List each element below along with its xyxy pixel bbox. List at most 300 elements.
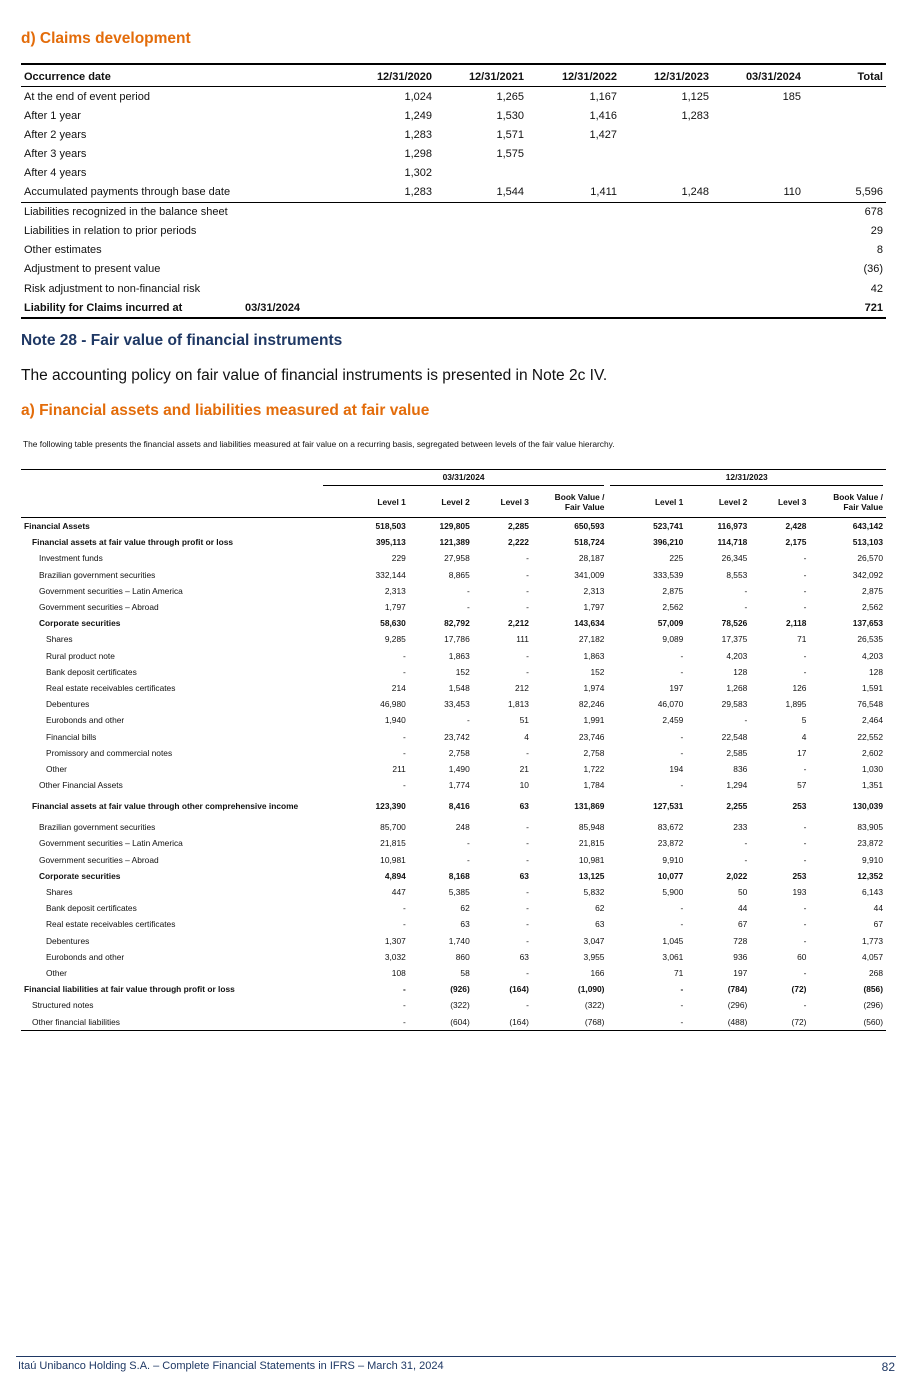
- fv-row: [21, 1013, 886, 1030]
- fv-cell: 44: [873, 903, 883, 914]
- fv-cell: 253: [792, 870, 807, 881]
- fv-row-label: Debentures: [46, 699, 90, 710]
- fv-cell: 1,268: [726, 682, 748, 693]
- claims-row: [21, 125, 886, 144]
- fv-cell: 5,900: [662, 887, 684, 898]
- fv-cell: -: [680, 731, 684, 742]
- fv-cell: -: [402, 650, 406, 661]
- fv-row: [21, 567, 886, 583]
- fv-cell: -: [402, 919, 406, 930]
- fv-cell: (1,090): [577, 984, 605, 995]
- fv-cell: 214: [391, 682, 406, 693]
- fv-cell: 71: [674, 967, 684, 978]
- fv-cell: 1,863: [448, 650, 470, 661]
- fv-cell: -: [803, 650, 807, 661]
- fv-cell: 2,602: [862, 747, 883, 758]
- fv-col-book-value: Book Value / Fair Value: [833, 492, 883, 512]
- fv-col-level1: Level 1: [654, 497, 684, 507]
- fv-row-label: Brazilian government securities: [39, 569, 156, 580]
- claims-cell: 1,248: [681, 186, 709, 199]
- fv-cell: 4,894: [384, 870, 406, 881]
- claims-cell: [435, 163, 527, 182]
- fv-cell: 57,009: [657, 618, 684, 629]
- claims-row: [21, 183, 886, 203]
- fv-cell: 82,246: [578, 699, 605, 710]
- fv-cell: 5: [801, 715, 807, 726]
- claims-summary-label: Other estimates: [24, 244, 102, 257]
- fv-cell: 9,910: [662, 854, 684, 865]
- fv-cell: 4,203: [862, 650, 883, 661]
- fv-cell: (296): [863, 1000, 883, 1011]
- fv-period-label: 03/31/2024: [323, 472, 605, 486]
- fv-cell: -: [680, 919, 684, 930]
- fv-cell: -: [803, 1000, 807, 1011]
- fv-cell: 128: [733, 666, 748, 677]
- fv-cell: 116,973: [717, 521, 748, 532]
- fv-cell: -: [803, 602, 807, 613]
- fv-cell: 58: [460, 967, 470, 978]
- claims-summary-row: [21, 222, 886, 241]
- fv-cell: 1,307: [384, 935, 406, 946]
- fv-cell: 268: [869, 967, 883, 978]
- claims-cell: [712, 144, 804, 163]
- fv-cell: 197: [733, 967, 748, 978]
- claims-cell: [620, 163, 712, 182]
- fv-row: [21, 550, 886, 566]
- fv-cell: (72): [791, 1016, 807, 1027]
- claims-cell: [804, 163, 886, 182]
- claims-header-cell: 12/31/2023: [653, 70, 709, 83]
- fv-cell: -: [402, 666, 406, 677]
- fv-cell: 166: [590, 967, 605, 978]
- fv-cell: 1,045: [662, 935, 684, 946]
- claims-summary-label: Liabilities in relation to prior periods: [24, 225, 197, 238]
- fv-row: [21, 631, 886, 647]
- fv-cell: 51: [519, 715, 529, 726]
- fv-cell: 212: [514, 682, 529, 693]
- fv-cell: 63: [519, 951, 529, 962]
- fv-cell: 332,144: [375, 569, 406, 580]
- fv-cell: 5,832: [583, 887, 605, 898]
- fv-cell: 1,895: [785, 699, 807, 710]
- fv-cell: 5,385: [448, 887, 470, 898]
- fv-cell: -: [526, 838, 529, 849]
- claims-cell: 1,427: [589, 128, 617, 141]
- fv-cell: 82,792: [444, 618, 470, 629]
- fv-row: [21, 981, 886, 997]
- claims-summary-total: 42: [870, 282, 883, 295]
- fv-cell: 10,981: [578, 854, 605, 865]
- fv-cell: 2,875: [662, 585, 684, 596]
- fv-cell: 123,390: [375, 801, 406, 812]
- claims-cell: 1,575: [496, 147, 524, 160]
- claims-row: [21, 87, 886, 107]
- fv-cell: -: [803, 585, 807, 596]
- fv-cell: (296): [727, 1000, 748, 1011]
- fv-cell: 3,955: [583, 951, 605, 962]
- fv-cell: -: [402, 984, 406, 995]
- claims-cell: [804, 125, 886, 144]
- fv-cell: 9,910: [862, 854, 883, 865]
- fv-cell: 114,718: [717, 537, 748, 548]
- fv-cell: 1,490: [448, 763, 470, 774]
- page-number: 82: [881, 1360, 895, 1374]
- fv-row: [21, 745, 886, 761]
- fv-cell: -: [526, 553, 529, 564]
- claims-cell: 1,411: [590, 186, 617, 199]
- claims-summary-total: 8: [876, 244, 883, 257]
- fv-cell: -: [526, 569, 529, 580]
- fv-cell: (784): [727, 984, 748, 995]
- fv-row-label: Other Financial Assets: [39, 780, 123, 791]
- claims-row-label: Accumulated payments through base date: [24, 186, 231, 199]
- fv-row: [21, 761, 886, 777]
- fv-cell: 3,061: [662, 951, 684, 962]
- fv-cell: 342,092: [852, 569, 883, 580]
- fv-cell: 57: [797, 780, 807, 791]
- claims-row: [21, 106, 886, 125]
- fv-cell: 10: [519, 780, 529, 791]
- fv-row: [21, 868, 886, 884]
- fv-cell: 28,187: [578, 553, 605, 564]
- fv-row: [21, 852, 886, 868]
- fv-cell: 2,118: [785, 618, 807, 629]
- claims-cell: [804, 106, 886, 125]
- fv-row-label: Structured notes: [32, 1000, 94, 1011]
- fv-cell: -: [402, 747, 406, 758]
- fv-cell: -: [803, 666, 807, 677]
- fv-cell: 1,773: [862, 935, 883, 946]
- fv-row-label: Other: [46, 967, 67, 978]
- fv-row: [21, 664, 886, 680]
- fv-row-label: Rural product note: [46, 650, 115, 661]
- fv-cell: 8,865: [448, 569, 470, 580]
- fv-row-label: Corporate securities: [39, 870, 121, 881]
- fv-cell: -: [680, 666, 684, 677]
- fv-cell: -: [744, 715, 748, 726]
- fv-cell: 76,548: [857, 699, 883, 710]
- fv-intro-text: The following table presents the financial assets and liabilities measured at fair value on a recurring basis, segregated between levels of the fair value hierarchy.: [23, 439, 615, 449]
- fv-cell: 2,022: [726, 870, 748, 881]
- fv-cell: 21: [519, 763, 529, 774]
- fv-cell: 229: [391, 553, 406, 564]
- claims-cell: 1,302: [404, 167, 432, 180]
- fv-cell: 127,531: [653, 801, 684, 812]
- fv-cell: 6,143: [862, 887, 883, 898]
- fv-cell: 26,535: [857, 634, 883, 645]
- fv-cell: 27,958: [444, 553, 470, 564]
- fv-cell: -: [526, 919, 529, 930]
- fv-cell: 3,032: [384, 951, 406, 962]
- fv-cell: 50: [737, 887, 748, 898]
- fv-row: [21, 819, 886, 835]
- fv-cell: 2,758: [583, 747, 605, 758]
- fair-value-table: [21, 469, 886, 1031]
- claims-summary-row: [21, 279, 886, 298]
- fv-cell: 21,815: [380, 838, 406, 849]
- fv-cell: 83,672: [657, 822, 684, 833]
- fv-cell: 2,562: [662, 602, 684, 613]
- fv-cell: 936: [733, 951, 748, 962]
- fv-section-title: a) Financial assets and liabilities measured at fair value: [21, 402, 430, 419]
- fv-cell: 2,459: [662, 715, 684, 726]
- fv-row: [21, 916, 886, 932]
- fv-cell: -: [402, 1016, 406, 1027]
- claims-header-row: [21, 64, 886, 87]
- fv-cell: 26,570: [857, 553, 883, 564]
- claims-summary-row: [21, 241, 886, 260]
- fv-row-label: Government securities – Latin America: [39, 838, 183, 849]
- fv-cell: 2,255: [726, 801, 748, 812]
- fv-cell: (856): [863, 984, 883, 995]
- fv-cell: 1,740: [448, 935, 470, 946]
- footer-divider: [16, 1356, 896, 1357]
- claims-table-body: [21, 87, 886, 319]
- claims-final-text: Liability for Claims incurred at: [24, 301, 183, 314]
- fv-cell: -: [466, 838, 470, 849]
- fv-row-label: Investment funds: [39, 553, 103, 564]
- fv-cell: 17: [797, 747, 807, 758]
- fv-col-level2: Level 2: [718, 497, 748, 507]
- fv-cell: -: [744, 854, 748, 865]
- fv-column-header-row: [21, 487, 886, 518]
- fv-cell: -: [744, 602, 748, 613]
- fv-cell: -: [402, 1000, 406, 1011]
- fv-cell: 22,552: [857, 731, 883, 742]
- fv-cell: 194: [669, 763, 684, 774]
- fv-row-label: Brazilian government securities: [39, 822, 156, 833]
- fv-row-label: Real estate receivables certificates: [46, 919, 176, 930]
- fv-row: [21, 933, 886, 949]
- claims-cell: 1,530: [496, 109, 524, 122]
- fv-cell: 1,974: [583, 682, 605, 693]
- fv-cell: (322): [584, 1000, 605, 1011]
- fv-cell: 2,212: [507, 618, 529, 629]
- fv-cell: 9,089: [662, 634, 684, 645]
- fv-cell: 63: [460, 919, 470, 930]
- fv-cell: -: [680, 650, 684, 661]
- claims-final-total: 721: [864, 301, 883, 314]
- fv-cell: -: [526, 887, 529, 898]
- fv-row: [21, 648, 886, 664]
- fv-cell: -: [526, 935, 529, 946]
- fv-cell: -: [526, 822, 529, 833]
- fv-cell: 13,125: [578, 870, 605, 881]
- fv-cell: -: [803, 919, 807, 930]
- fv-cell: -: [402, 903, 406, 914]
- claims-final-date: 03/31/2024: [245, 301, 301, 314]
- fv-cell: -: [526, 967, 529, 978]
- claims-section-title: d) Claims development: [21, 30, 191, 47]
- fv-cell: -: [680, 1000, 684, 1011]
- fv-cell: -: [526, 602, 529, 613]
- fv-cell: 2,464: [862, 715, 883, 726]
- fv-cell: 1,813: [507, 699, 529, 710]
- fv-cell: 4,057: [862, 951, 883, 962]
- claims-row-label: After 2 years: [24, 128, 87, 141]
- fv-row-label: Promissory and commercial notes: [46, 747, 173, 758]
- fv-cell: 8,553: [726, 569, 748, 580]
- fv-cell: 447: [391, 887, 406, 898]
- fv-cell: 1,940: [384, 715, 406, 726]
- fv-cell: 33,453: [444, 699, 470, 710]
- fv-cell: -: [526, 747, 529, 758]
- fv-cell: 1,797: [384, 602, 406, 613]
- fv-row: [21, 680, 886, 696]
- fv-cell: 193: [792, 887, 807, 898]
- claims-header-cell: 12/31/2021: [468, 70, 524, 83]
- fv-cell: -: [803, 763, 807, 774]
- fv-row: [21, 965, 886, 981]
- fv-cell: 26,345: [721, 553, 748, 564]
- fv-row-label: Real estate receivables certificates: [46, 682, 176, 693]
- fv-cell: 23,872: [657, 838, 684, 849]
- fv-cell: 152: [590, 666, 605, 677]
- fv-cell: 2,875: [862, 585, 883, 596]
- fv-cell: 1,991: [583, 715, 605, 726]
- fv-cell: 121,389: [439, 537, 470, 548]
- fv-cell: 2,313: [583, 585, 605, 596]
- fv-row-label: Financial liabilities at fair value through profit or loss: [24, 984, 235, 995]
- fv-row-label: Bank deposit certificates: [46, 903, 137, 914]
- claims-cell: 185: [782, 90, 801, 103]
- fv-row-label: Debentures: [46, 935, 90, 946]
- fv-cell: 333,539: [653, 569, 684, 580]
- fv-cell: -: [744, 838, 748, 849]
- fv-cell: (488): [727, 1016, 748, 1027]
- fv-cell: -: [466, 715, 470, 726]
- fv-cell: 44: [737, 903, 748, 914]
- fv-cell: 108: [391, 967, 406, 978]
- fv-cell: 12,352: [857, 870, 883, 881]
- fv-cell: 1,548: [448, 682, 470, 693]
- fv-cell: (72): [791, 984, 807, 995]
- fv-cell: 22,548: [721, 731, 748, 742]
- fv-cell: -: [466, 602, 470, 613]
- fv-row-label: Shares: [46, 634, 73, 645]
- fv-period-label: 12/31/2023: [610, 472, 883, 486]
- fv-cell: 8,168: [448, 870, 470, 881]
- fv-cell: (604): [450, 1016, 470, 1027]
- note-text: The accounting policy on fair value of financial instruments is presented in Note 2c IV.: [21, 367, 608, 384]
- claims-cell: [620, 144, 712, 163]
- claims-header-cell: 12/31/2020: [376, 70, 432, 83]
- fv-cell: 248: [455, 822, 470, 833]
- fv-cell: -: [526, 585, 529, 596]
- fv-cell: 523,741: [653, 521, 684, 532]
- fv-row: [21, 949, 886, 965]
- fv-cell: 131,869: [574, 801, 605, 812]
- fv-cell: 17,786: [444, 634, 470, 645]
- fv-row: [21, 835, 886, 851]
- fv-cell: -: [526, 666, 529, 677]
- fv-cell: -: [803, 838, 807, 849]
- fv-cell: 2,313: [384, 585, 406, 596]
- fv-cell: -: [803, 822, 807, 833]
- fv-cell: 60: [797, 951, 807, 962]
- fv-cell: -: [526, 650, 529, 661]
- claims-cell: 1,125: [681, 90, 709, 103]
- fv-row-label: Government securities – Abroad: [39, 602, 159, 613]
- claims-cell: [712, 163, 804, 182]
- fv-cell: 9,285: [384, 634, 406, 645]
- fv-cell: 83,905: [857, 822, 883, 833]
- note-title: Note 28 - Fair value of financial instruments: [21, 332, 343, 349]
- fv-cell: -: [526, 1000, 529, 1011]
- fv-cell: 2,585: [726, 747, 748, 758]
- fv-cell: 518,503: [375, 521, 406, 532]
- claims-cell: 1,249: [404, 109, 432, 122]
- fv-cell: -: [803, 569, 807, 580]
- claims-header-cell: 12/31/2022: [561, 70, 617, 83]
- fv-row-label: Other: [46, 763, 67, 774]
- fv-row: [21, 900, 886, 916]
- fv-cell: (768): [584, 1016, 605, 1027]
- footer-text: Itaú Unibanco Holding S.A. – Complete Financial Statements in IFRS – March 31, 2024: [18, 1360, 444, 1372]
- fv-cell: 67: [737, 919, 748, 930]
- claims-summary-label: Liabilities recognized in the balance sheet: [24, 206, 228, 219]
- fv-col-book-value: Book Value / Fair Value: [554, 492, 605, 512]
- claims-header-cell: Total: [857, 70, 883, 83]
- fv-cell: 63: [519, 870, 529, 881]
- claims-cell: 1,571: [496, 128, 524, 141]
- fv-row-label: Financial assets at fair value through other comprehensive income: [32, 801, 299, 812]
- fv-cell: -: [680, 984, 684, 995]
- fv-cell: -: [680, 780, 684, 791]
- fv-cell: (322): [450, 1000, 470, 1011]
- fv-cell: 650,593: [574, 521, 605, 532]
- claims-summary-row: [21, 260, 886, 279]
- claims-cell: 1,265: [496, 90, 524, 103]
- fv-cell: 46,980: [380, 699, 406, 710]
- fv-cell: 62: [595, 903, 605, 914]
- claims-cell: [527, 144, 620, 163]
- claims-summary-total: 678: [864, 206, 883, 219]
- fv-cell: -: [680, 903, 684, 914]
- fv-col-level2: Level 2: [441, 497, 470, 507]
- fv-cell: 197: [669, 682, 684, 693]
- fv-cell: -: [466, 585, 470, 596]
- fv-cell: 836: [733, 763, 748, 774]
- fv-cell: 63: [595, 919, 605, 930]
- claims-cell: [804, 87, 886, 107]
- claims-cell: [712, 125, 804, 144]
- fv-cell: 518,724: [574, 537, 605, 548]
- fv-cell: 1,030: [862, 763, 883, 774]
- fv-cell: 17,375: [721, 634, 748, 645]
- claims-cell: 1,416: [589, 109, 617, 122]
- fv-row: [21, 793, 886, 819]
- claims-header-cell: Occurrence date: [24, 70, 111, 83]
- fv-row-label: Other financial liabilities: [32, 1016, 120, 1027]
- fv-cell: 2,175: [785, 537, 807, 548]
- fv-cell: 85,948: [578, 822, 605, 833]
- fv-row: [21, 728, 886, 744]
- fv-row-label: Eurobonds and other: [46, 715, 125, 726]
- fv-cell: 395,113: [375, 537, 406, 548]
- fv-cell: -: [680, 747, 684, 758]
- fv-cell: 10,981: [380, 854, 406, 865]
- fv-cell: 143,634: [574, 618, 605, 629]
- fv-cell: 513,103: [852, 537, 883, 548]
- claims-summary-total: (36): [863, 263, 883, 276]
- fv-cell: 21,815: [578, 838, 605, 849]
- fv-row-label: Government securities – Latin America: [39, 585, 183, 596]
- claims-final-label: [21, 298, 804, 318]
- claims-row-label: After 3 years: [24, 147, 87, 160]
- claims-row-label: At the end of event period: [24, 90, 150, 103]
- fv-cell: -: [680, 1016, 684, 1027]
